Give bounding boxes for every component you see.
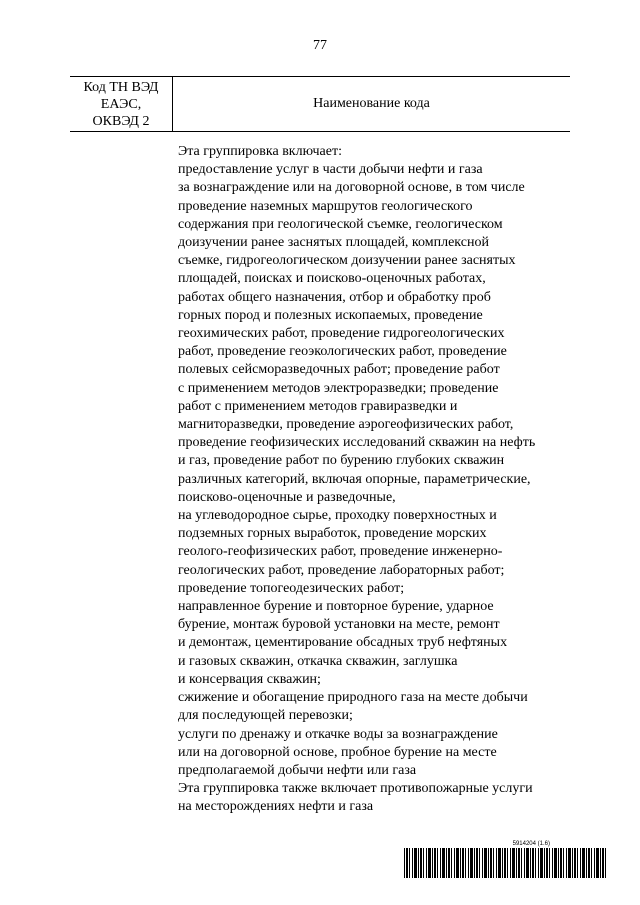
text-line: Эта группировка включает: <box>178 144 342 159</box>
code-header-line: ОКВЭД 2 <box>92 113 150 129</box>
text-line: проведение геофизических исследований скважин на нефть <box>178 435 536 451</box>
text-line: подземных горных выработок, проведение морских <box>178 526 487 542</box>
table-header <box>70 76 570 132</box>
page-number: 77 <box>313 38 327 53</box>
text-line: с применением методов электроразведки; проведение <box>178 380 499 396</box>
text-line: геолого-геофизических работ, проведение инженерно- <box>178 544 503 560</box>
text-line: и демонтаж, цементирование обсадных труб нефтяных <box>178 635 508 651</box>
code-header-line: ЕАЭС, <box>100 96 142 112</box>
text-line: и газ, проведение работ по бурению глубоких скважин <box>178 453 505 469</box>
barcode-id: 5914204 (1.6) <box>512 841 550 847</box>
text-line: геологических работ, проведение лабораторных работ; <box>178 562 505 578</box>
barcode-block <box>404 840 608 878</box>
text-line: бурение, монтаж буровой установки на месте, ремонт <box>178 617 500 633</box>
text-line: за вознаграждение или на договорной основе, в том числе <box>178 180 525 196</box>
text-line: работах общего назначения, отбор и обработку проб <box>178 289 491 305</box>
text-line: различных категорий, включая опорные, параметрические, <box>178 471 531 487</box>
text-line: предполагаемой добычи нефти или газа <box>178 762 417 778</box>
text-line: горных пород и полезных ископаемых, проведение <box>178 307 483 323</box>
text-line: для последующей перевозки; <box>178 708 353 724</box>
text-line: и консервация скважин; <box>178 671 321 687</box>
text-line: магниторазведки, проведение аэрогеофизических работ, <box>178 417 514 433</box>
text-line: поисково-оценочные и разведочные, <box>178 489 396 505</box>
description-text <box>178 143 578 817</box>
barcode-image <box>404 848 608 878</box>
text-line: услуги по дренажу и откачке воды за вознаграждение <box>178 726 498 742</box>
text-line: Эта группировка также включает противопожарные услуги <box>178 781 533 797</box>
text-line: направленное бурение и повторное бурение, ударное <box>178 599 494 615</box>
code-column-header <box>70 77 173 131</box>
name-column-header: Наименование кода <box>313 96 430 111</box>
text-line: доизучении ранее заснятых площадей, комплексной <box>178 235 489 251</box>
text-line: работ, проведение геоэкологических работ, проведение <box>178 344 507 360</box>
text-line: предоставление услуг в части добычи нефти и газа <box>178 162 483 178</box>
text-line: на углеводородное сырье, проходку поверхностных и <box>178 508 497 524</box>
text-line: или на договорной основе, пробное бурение на месте <box>178 744 497 760</box>
text-line: и газовых скважин, откачка скважин, заглушка <box>178 653 458 669</box>
text-line: площадей, поисках и поисково-оценочных работах, <box>178 271 486 287</box>
text-line: проведение топогеодезических работ; <box>178 580 405 596</box>
text-line: содержания при геологической съемке, геологическом <box>178 216 503 232</box>
text-line: на месторождениях нефти и газа <box>178 799 374 815</box>
text-line: сжижение и обогащение природного газа на месте добычи <box>178 690 528 706</box>
text-line: работ с применением методов гравиразведки и <box>178 398 458 414</box>
text-line: съемке, гидрогеологическом доизучении ранее заснятых <box>178 253 516 269</box>
text-line: проведение наземных маршрутов геологического <box>178 198 473 214</box>
text-line: геохимических работ, проведение гидрогеологических <box>178 326 505 342</box>
code-header-line: Код ТН ВЭД <box>83 79 159 95</box>
text-line: полевых сейсморазведочных работ; проведение работ <box>178 362 500 378</box>
